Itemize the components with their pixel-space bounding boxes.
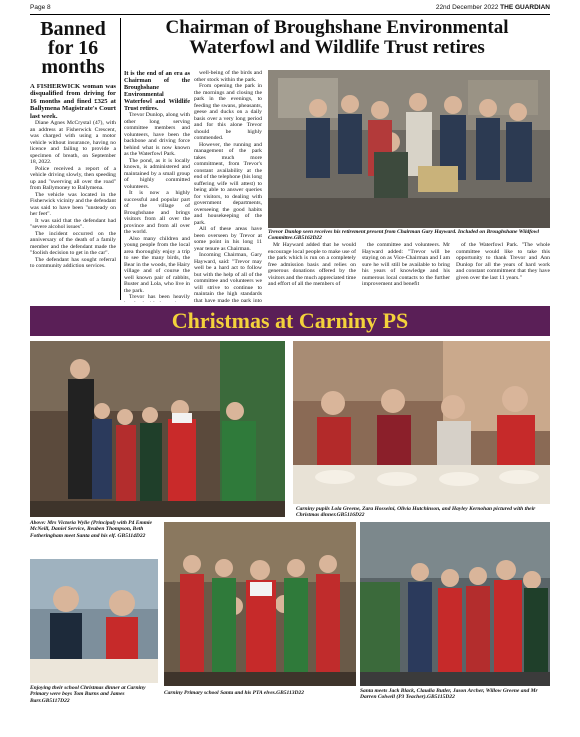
main-story-column-2 [194,70,262,302]
boys-dinner-caption: Enjoying their school Christmas dinner at Carniny Primary were boys Tom Burns and James Barr.GB5117D22 [30,685,146,704]
main-paragraph: well-being of the birds and other stock within the park. [194,70,262,83]
main-paragraph: Mr Hayward added that he would encourage local people to make use of the park which is run on a completely free admission basis and relies on generous donations offered by the visitors and the much appreciated time and effort of all the members of [268,242,356,287]
main-story-column-5 [456,242,550,300]
main-paragraph: Also many children and young people from the local area thoroughly enjoy a trip to see the many birds, the Bear in the woods, the Hairy village and of course the well known pair of rabbits, Buster and Lola, who live in the park. [124,235,190,294]
main-paragraph: the committee and volunteers. Mr Hayward added: "Trevor will be staying on as Vice-Chairman and I am sure he will still be available to bring his years of knowledge and his numerous local contacts to the further improvement and benefit [362,242,450,287]
banned-paragraph: The vehicle was located in the Fisherwick vicinity and the defendant was said to have been "unsteady on her feet". [30,191,116,218]
main-lead: It is the end of an era as Chairman of the Broughshane Environmental Waterfowl and Wildlife Trust retires. [124,70,190,112]
banned-body [30,120,116,270]
main-paragraph: From opening the park in the mornings and closing the park in the evenings, to feeding the swans, pheasants, geese and ducks on a daily basis over a very long period and for this alone Trevor should be highly commended. [194,83,262,141]
banned-paragraph: The incident occurred on the anniversary of the death of a family member and the defendant made the "foolish decision to get in the car". [30,230,116,257]
christmas-dinner-caption: Carniny pupils Lola Greene, Zara Hosseini, Olivia Hutchinson, and Hayley Kernohan pictured with their Christmas dinner.GB5116D22 [296,506,536,519]
page-number: Page 8 [30,4,51,11]
main-story-column-1 [124,70,190,302]
banned-lead: A FISHERWICK woman was disqualified from driving for 16 months and fined £325 at Ballymena Magistrate's Court last week. [30,83,116,120]
column-rule [120,18,121,300]
main-story-column-4 [362,242,450,300]
santa-pupils-photo [360,522,550,686]
main-paragraph: The pond, as it is locally known, is administered and maintained by a small group of highly committed volunteers. [124,157,190,190]
main-paragraph: of the Waterfowl Park. "The whole committee would like to take this opportunity to thank Trevor and Ann Dunlop for all the years of hard work and constant commitment that they have given over the last 11 years." [456,242,550,281]
committee-caption: Trevor Dunlop seen receives his retirement present from Chairman Gary Hayward. Included on Broughshane Wildfowl Committee.GB5162D22 [268,229,539,242]
santa-classroom-caption: Above: Mrs Victoria Wylie (Principal) with P4 Emmie McNeill, Daniel Service, Reuben Thompson, Beth Fotheringham meet Santa and his elf. GB5114D22 [30,520,152,539]
main-paragraph: Incoming Chairman, Gary Hayward, said: "Trevor may well be a hard act to follow but with the help of all of the committee and volunteers we will strive to continue to maintain the high standards that have made the park into [194,252,262,302]
main-paragraph: Trevor has been heavily [129,294,190,300]
top-rule [30,14,550,15]
committee-photo [268,70,550,228]
main-paragraph: All of these areas have been overseen by Trevor at some point in his long 11 year tenure as Chairman. [194,226,262,252]
banned-story [30,18,116,300]
santa-pta-caption: Carniny Primary school Santa and his PTA elves.GB5113D22 [164,690,304,696]
christmas-banner: Christmas at Carniny PS [30,306,550,336]
banned-paragraph: The defendant has sought referral to community addiction services. [30,256,116,270]
folio-paper-name: THE GUARDIAN [500,4,550,11]
page-folio [30,4,550,14]
folio-date: 22nd December 2022 [435,4,499,11]
banned-paragraph: Diane Agnes McCrystal (47), with an address at Fisherwick Crescent, was charged with using a motor vehicle without insurance, having no licence and failing to provide a specimen of breath, on September 18, 2022. [30,120,116,166]
boys-dinner-photo [30,559,158,683]
folio-dateline [436,4,550,11]
main-paragraph: It is now a highly successful and popular part of the village of Broughshane and brings visitors from all over the province and from all over the world. [124,190,190,235]
santa-pupils-caption: Santa meets Jack Black, Claudia Butler, Jason Archer, Willow Greene and Mr Darren Colwell (P3 Teacher).GB5115D22 [360,688,538,701]
santa-pta-photo [164,522,356,686]
main-headline: Chairman of Broughshane Environmental Waterfowl and Wildlife Trust retires [165,17,509,58]
banned-headline: Banned for 16 months [40,18,106,78]
santa-classroom-photo [30,341,285,517]
banned-paragraph: It was said that the defendant had "severe alcohol issues". [30,217,116,231]
main-paragraph: Trevor Dunlop, along with other long serving committee members and volunteers, have been the backbone and driving force behind what is now known as the Waterfowl Park. [124,112,190,157]
main-paragraph: However, the running and management of the park takes much more commitment, from Trevor's constant availability at the end of the telephone (his long suffering wife will attest) to being able to answer queries for visitors, to dealing with government departments, overseeing the good habits and housekeeping of the park. [194,141,262,226]
banned-paragraph: Police received a report of a vehicle driving slowly, then speeding up and "swerving all over the road" from Ballymoney to Ballymena. [30,165,116,192]
christmas-dinner-photo [293,341,550,504]
main-story-column-3 [268,242,356,300]
